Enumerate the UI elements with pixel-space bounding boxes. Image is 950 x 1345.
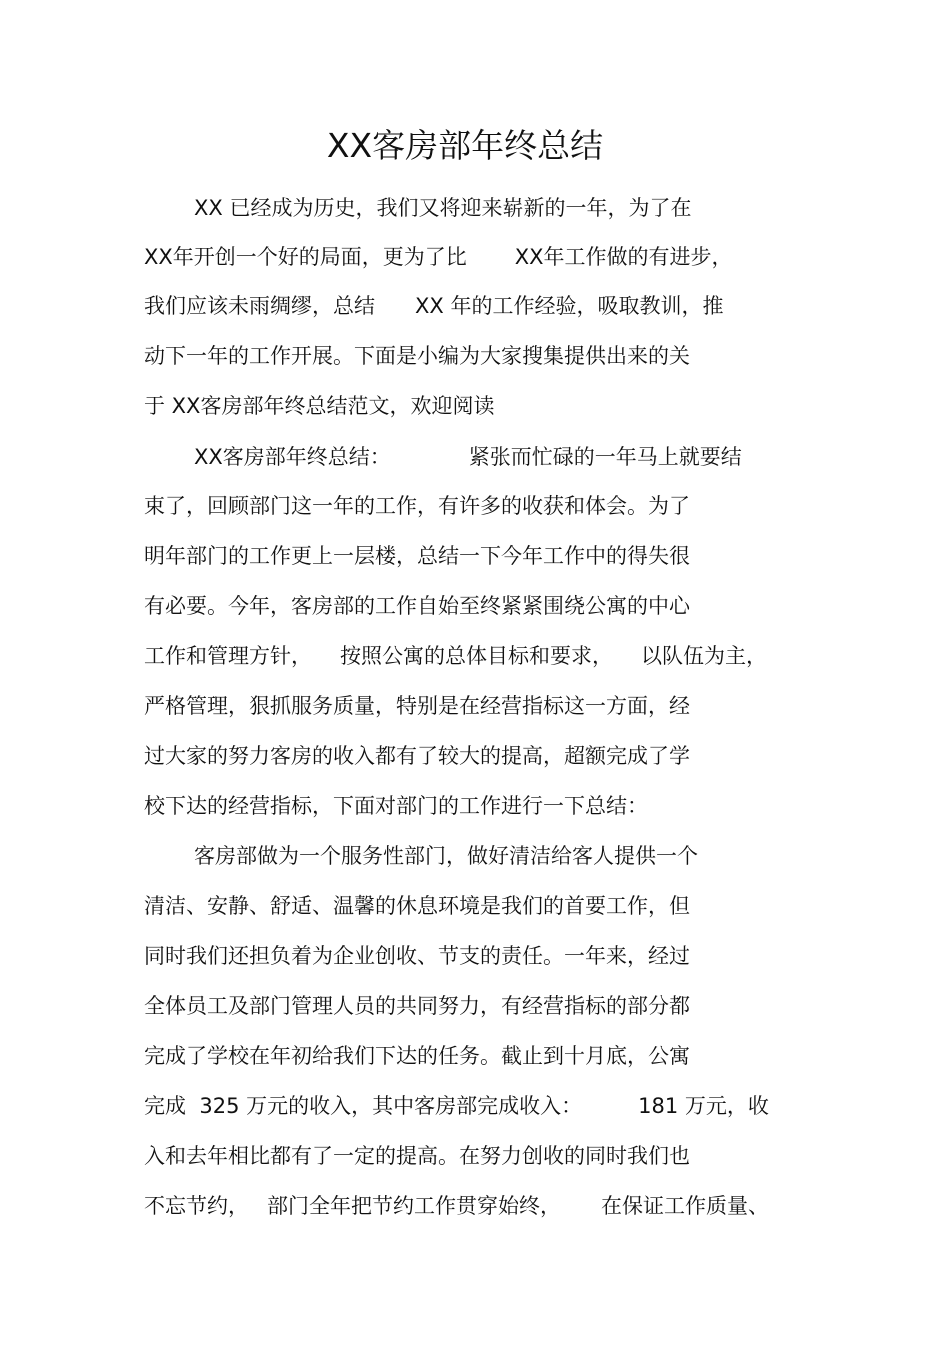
text-segment: XX年工作做的有进步， (514, 245, 733, 269)
text-line (144, 740, 690, 772)
text-segment: 校下达的经营指标，下面对部门的工作进行一下总结： (144, 794, 648, 818)
text-segment: 过大家的努力客房的收入都有了较大的提高，超额完成了学 (144, 744, 690, 768)
text-line (194, 840, 698, 872)
text-segment: 按照公寓的总体目标和要求， (340, 644, 613, 668)
text-segment: 有必要。今年，客房部的工作自始至终紧紧围绕公寓的中心 (144, 594, 690, 618)
text-segment: 以队伍为主， (641, 644, 767, 668)
text-line (144, 241, 733, 273)
text-segment: 在保证工作质量、 (601, 1194, 769, 1218)
text-segment: 工作和管理方针， (144, 644, 312, 668)
text-line (144, 640, 767, 672)
text-segment: 完成 325 万元的收入，其中客房部完成收入： (144, 1094, 583, 1118)
text-segment: 动下一年的工作开展。下面是小编为大家搜集提供出来的关 (144, 344, 690, 368)
text-segment: 清洁、安静、舒适、温馨的休息环境是我们的首要工作，但 (144, 894, 690, 918)
text-line (144, 1090, 769, 1122)
text-segment: XX年开创一个好的局面，更为了比 (144, 245, 467, 269)
text-line (144, 590, 690, 622)
text-line (144, 1140, 690, 1172)
text-segment: 同时我们还担负着为企业创收、节支的责任。一年来，经过 (144, 944, 690, 968)
text-segment: 完成了学校在年初给我们下达的任务。截止到十月底，公寓 (144, 1044, 690, 1068)
text-segment: 181 万元，收 (638, 1094, 769, 1118)
text-segment: 紧张而忙碌的一年马上就要结 (468, 445, 742, 469)
text-segment: 明年部门的工作更上一层楼，总结一下今年工作中的得失很 (144, 544, 690, 568)
text-segment: 不忘节约， (144, 1194, 249, 1218)
text-segment: 严格管理，狠抓服务质量，特别是在经营指标这一方面，经 (144, 694, 690, 718)
text-segment: XX 年的工作经验，吸取教训，推 (415, 294, 724, 318)
text-line (144, 790, 648, 822)
text-line (144, 390, 494, 422)
text-segment: 我们应该未雨绸缪，总结 (144, 294, 375, 318)
text-line (144, 1190, 769, 1222)
text-segment: 客房部做为一个服务性部门，做好清洁给客人提供一个 (194, 844, 698, 868)
text-segment: XX 已经成为历史，我们又将迎来崭新的一年，为了在 (194, 196, 692, 220)
text-segment: 于 XX客房部年终总结范文，欢迎阅读 (144, 394, 495, 418)
text-line (194, 192, 691, 224)
text-line (144, 1040, 690, 1072)
text-segment: XX客房部年终总结： (194, 445, 391, 469)
text-line (144, 490, 690, 522)
text-line (144, 540, 690, 572)
text-line (144, 990, 690, 1022)
text-segment: 部门全年把节约工作贯穿始终， (267, 1194, 561, 1218)
page-title: XX客房部年终总结 (326, 126, 604, 165)
text-segment: 入和去年相比都有了一定的提高。在努力创收的同时我们也 (144, 1144, 690, 1168)
text-line (144, 690, 690, 722)
text-line (144, 290, 723, 322)
text-line (144, 340, 690, 372)
text-line (144, 890, 690, 922)
text-line (144, 940, 690, 972)
text-line (194, 441, 742, 473)
text-segment: 全体员工及部门管理人员的共同努力，有经营指标的部分都 (144, 994, 690, 1018)
text-segment: 束了，回顾部门这一年的工作，有许多的收获和体会。为了 (144, 494, 690, 518)
